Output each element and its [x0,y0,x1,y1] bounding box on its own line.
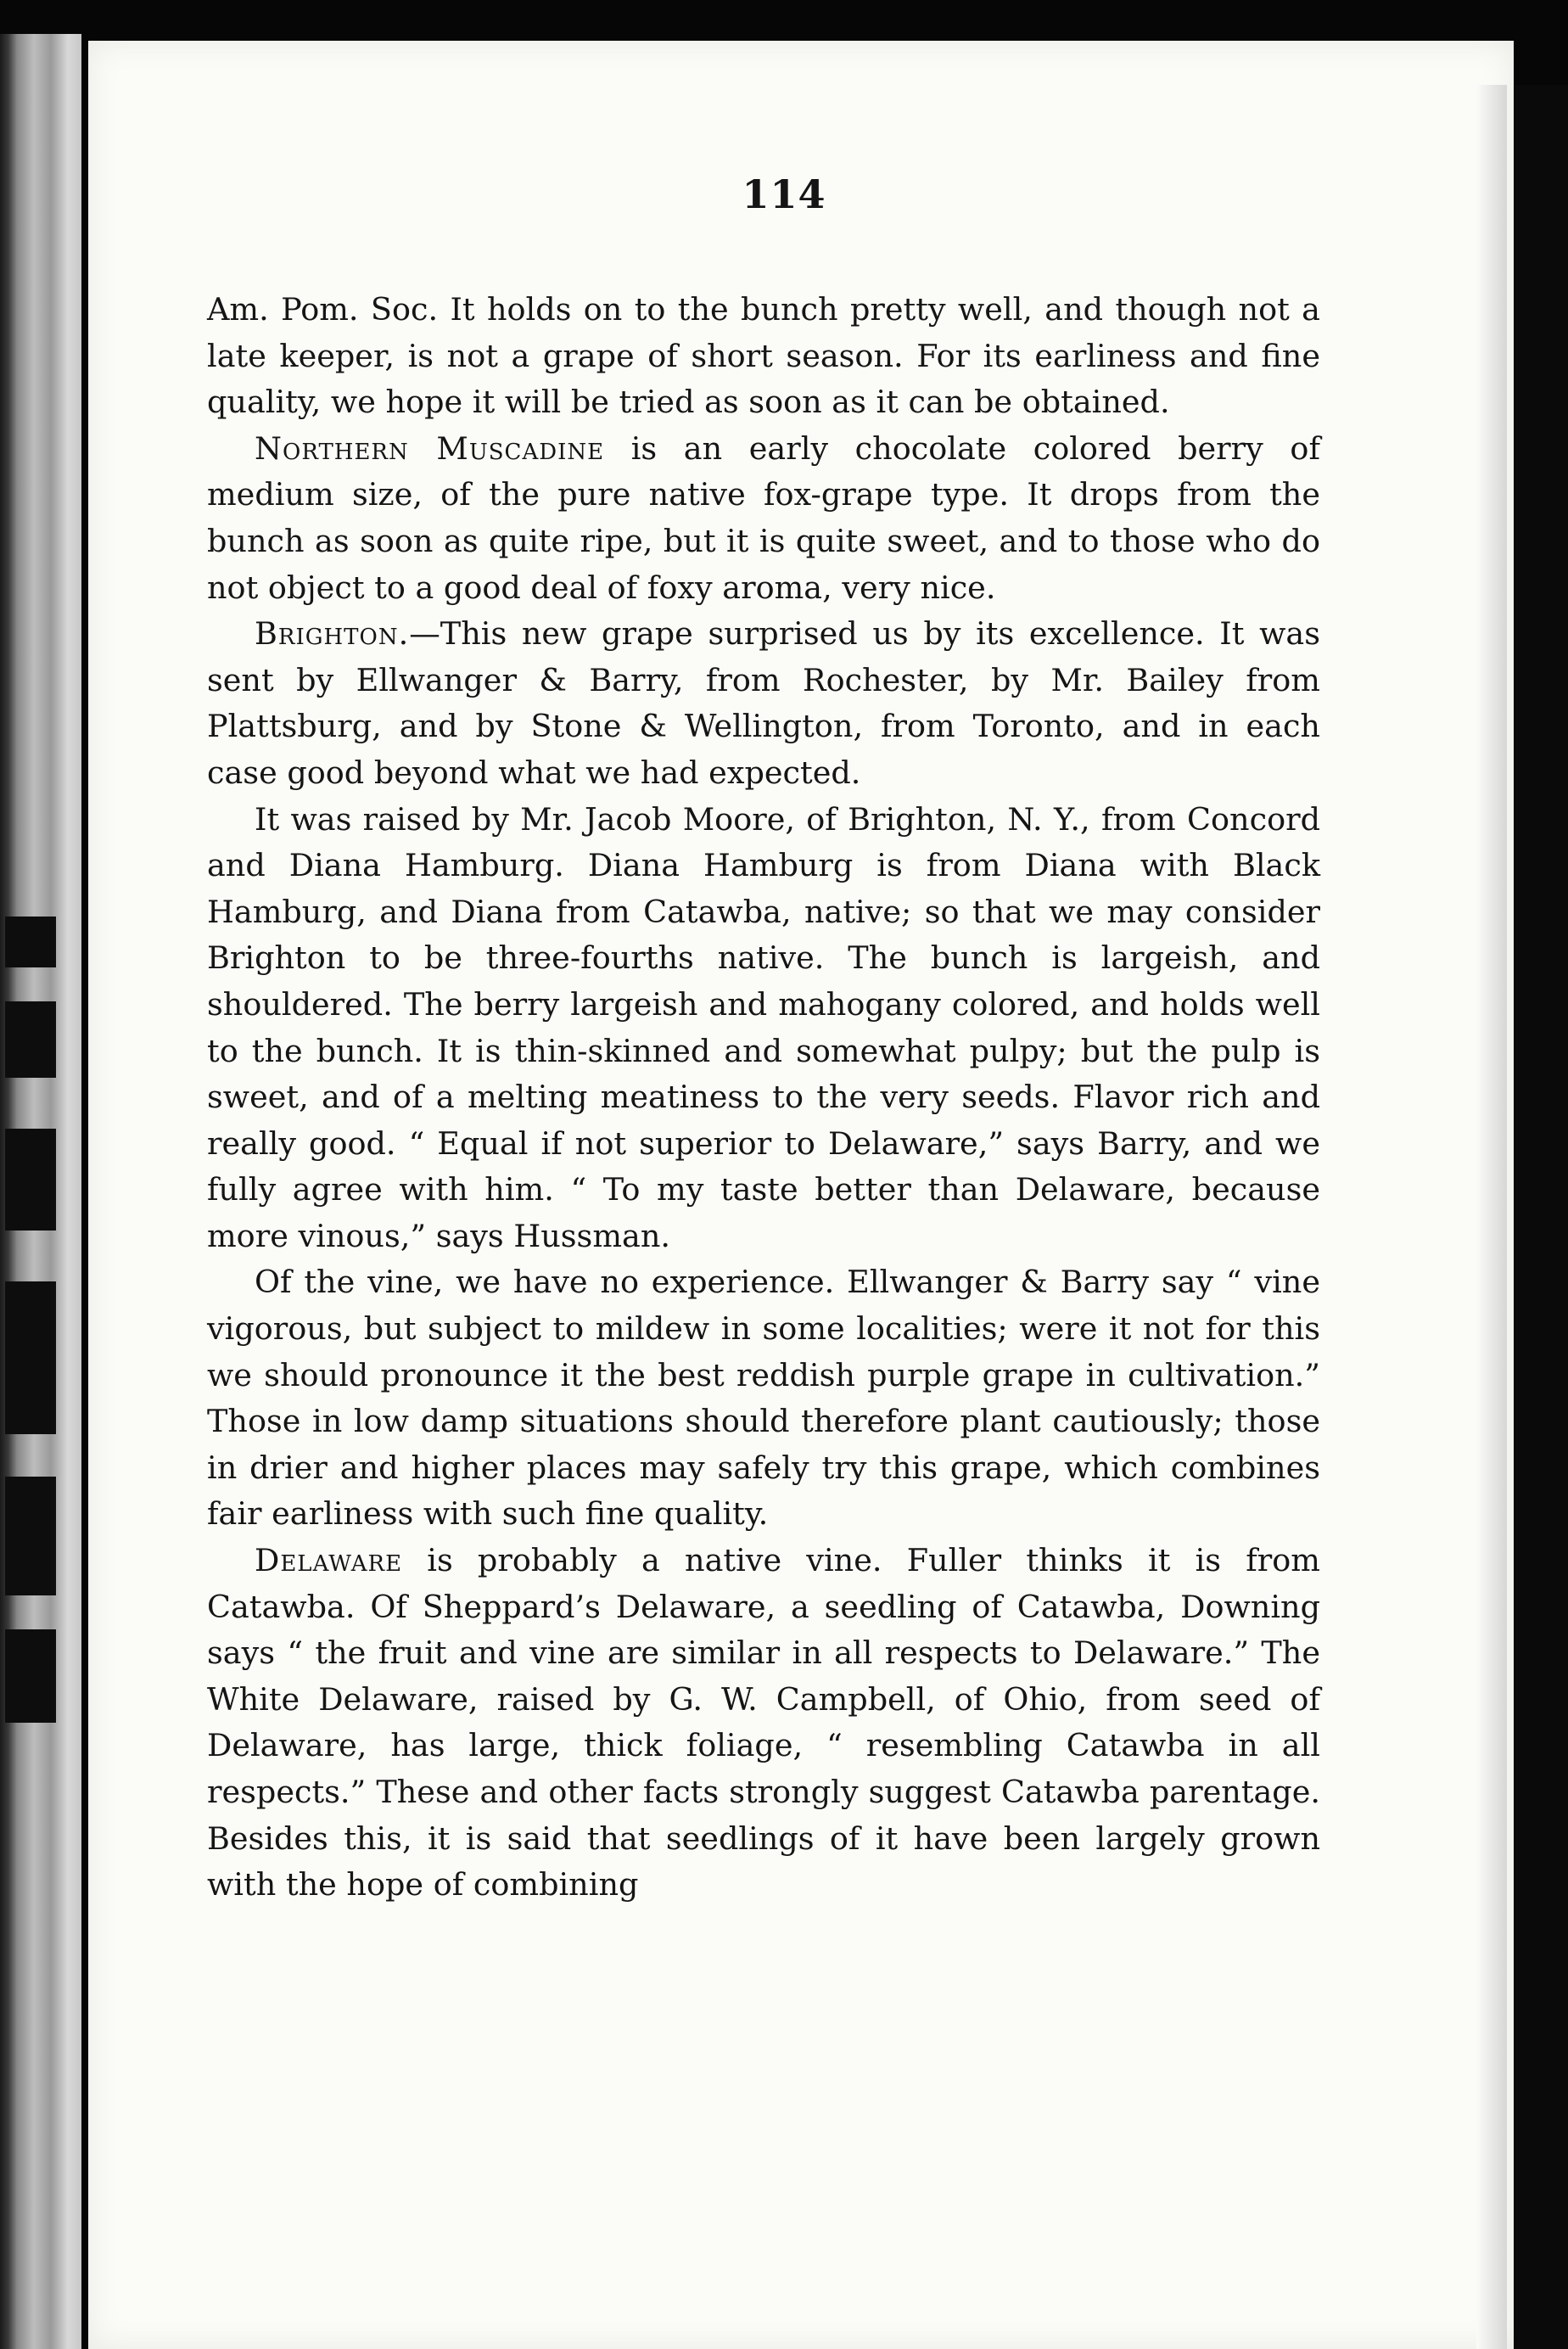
spine-mark [5,1477,56,1595]
paragraph-1 [207,287,1320,426]
paragraph-text: —This new grape surprised us by its excellence. It was sent by Ellwanger & Barry, from Rochester, by Mr. Bailey from Plattsburg, and by Stone & Wellington, from Toronto, and in each case good beyond what we had expected. [207,615,1320,791]
spine-mark [5,1629,56,1723]
paragraph-brighton-vine [207,1259,1320,1538]
facing-page-edge [1514,85,1568,2349]
book-spine-edge [0,34,81,2349]
paragraph-brighton-origin [207,797,1320,1260]
paragraph-text: Am. Pom. Soc. It holds on to the bunch pretty well, and though not a late keeper, is not a grape of short season. For its earliness and fine quality, we hope it will be tried as soon as it can be obtained. [207,291,1320,421]
spine-mark [5,917,56,967]
spine-mark [5,1001,56,1078]
paragraph-delaware [207,1538,1320,1909]
body-text [207,287,1320,1909]
paragraph-northern-muscadine [207,426,1320,611]
spine-mark [5,1281,56,1434]
page-curl-shadow [1476,85,1507,2349]
variety-heading: Delaware [255,1542,403,1579]
paragraph-brighton [207,611,1320,796]
paragraph-text: is probably a native vine. Fuller thinks it is from Catawba. Of Sheppard’s Delaware, a seedling of Catawba, Downing says “ the fruit and vine are similar in all respects to Delaware.” The White Delaware, raised by G. W. Campbell, of Ohio, from seed of Delaware, has large, thick foliage, “ resembling Catawba in all respects.” These and other facts strongly suggest Catawba parentage. Besides this, it is said that seedlings of it have been largely grown with the hope of combining [207,1542,1320,1903]
page-number: 114 [742,171,826,217]
paragraph-text: Of the vine, we have no experience. Ellwanger & Barry say “ vine vigorous, but subject to mildew in some localities; were it not for this we should pronounce it the best reddish purple grape in cultivation.” Those in low damp situations should therefore plant cautiously; those in drier and higher places may safely try this grape, which combines fair earliness with such fine quality. [207,1264,1320,1533]
spine-mark [5,1129,56,1231]
paragraph-text: It was raised by Mr. Jacob Moore, of Brighton, N. Y., from Concord and Diana Hamburg. Diana Hamburg is from Diana with Black Hamburg, and Diana from Catawba, native; so that we may consider Brighton to be three-fourths native. The bunch is largeish, and shouldered. The berry largeish and mahogany colored, and holds well to the bunch. It is thin-skinned and somewhat pulpy; but the pulp is sweet, and of a melting meatiness to the very seeds. Flavor rich and really good. “ Equal if not superior to Delaware,” says Barry, and we fully agree with him. “ To my taste better than Delaware, because more vinous,” says Hussman. [207,800,1320,1254]
variety-heading: Northern Muscadine [255,429,605,467]
variety-heading: Brighton. [255,615,410,653]
paragraph-text: is an early chocolate colored berry of medium size, of the pure native fox-grape type. It drops from the bunch as soon as quite ripe, but it is quite sweet, and to those who do not object to a good deal of foxy aroma, very nice. [207,429,1320,606]
